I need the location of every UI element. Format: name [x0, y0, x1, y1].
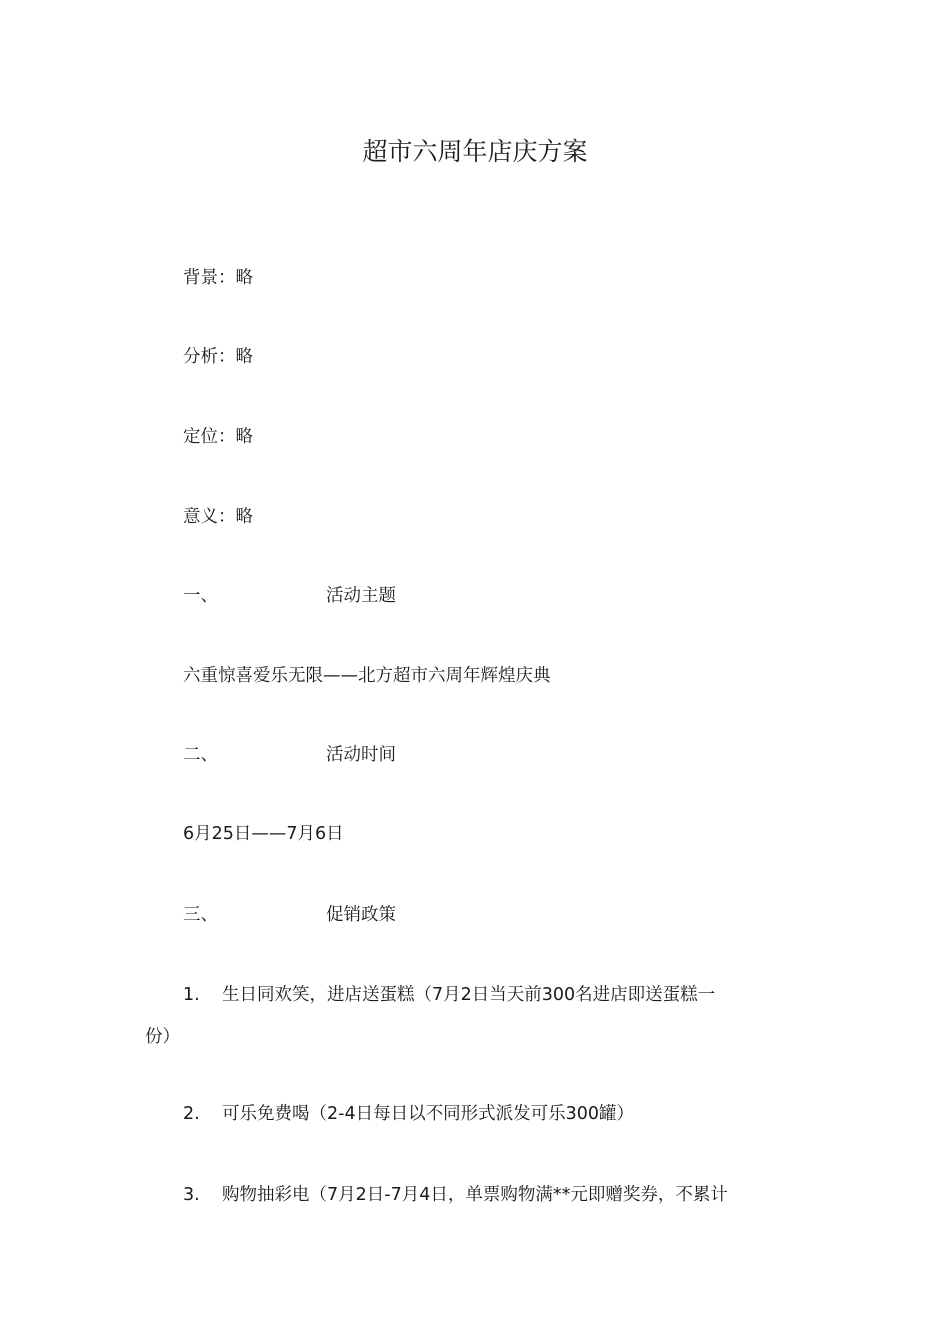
promotion-number: 1.: [183, 985, 200, 1005]
promotion-number: 3.: [183, 1185, 200, 1205]
intro-analysis: 分析：略: [183, 347, 253, 367]
section-body: 六重惊喜爱乐无限——北方超市六周年辉煌庆典: [183, 666, 551, 686]
section-number: 一、: [183, 586, 218, 606]
intro-meaning: 意义：略: [183, 507, 253, 527]
promotion-text-continuation: 份）: [145, 1027, 180, 1047]
section-title: 促销政策: [326, 905, 396, 925]
section-number: 二、: [183, 745, 218, 765]
section-title: 活动主题: [326, 586, 396, 606]
section-title: 活动时间: [326, 745, 396, 765]
promotion-number: 2.: [183, 1104, 200, 1124]
section-number: 三、: [183, 905, 218, 925]
promotion-text: 购物抽彩电（7月2日-7月4日，单票购物满**元即赠奖券，不累计: [222, 1185, 728, 1205]
intro-positioning: 定位：略: [183, 427, 253, 447]
promotion-text: 生日同欢笑，进店送蛋糕（7月2日当天前300名进店即送蛋糕一: [222, 985, 716, 1005]
promotion-text: 可乐免费喝（2-4日每日以不同形式派发可乐300罐）: [222, 1104, 634, 1124]
intro-background: 背景：略: [183, 268, 253, 288]
section-body: 6月25日——7月6日: [183, 824, 344, 844]
document-title: 超市六周年店庆方案: [362, 137, 588, 166]
